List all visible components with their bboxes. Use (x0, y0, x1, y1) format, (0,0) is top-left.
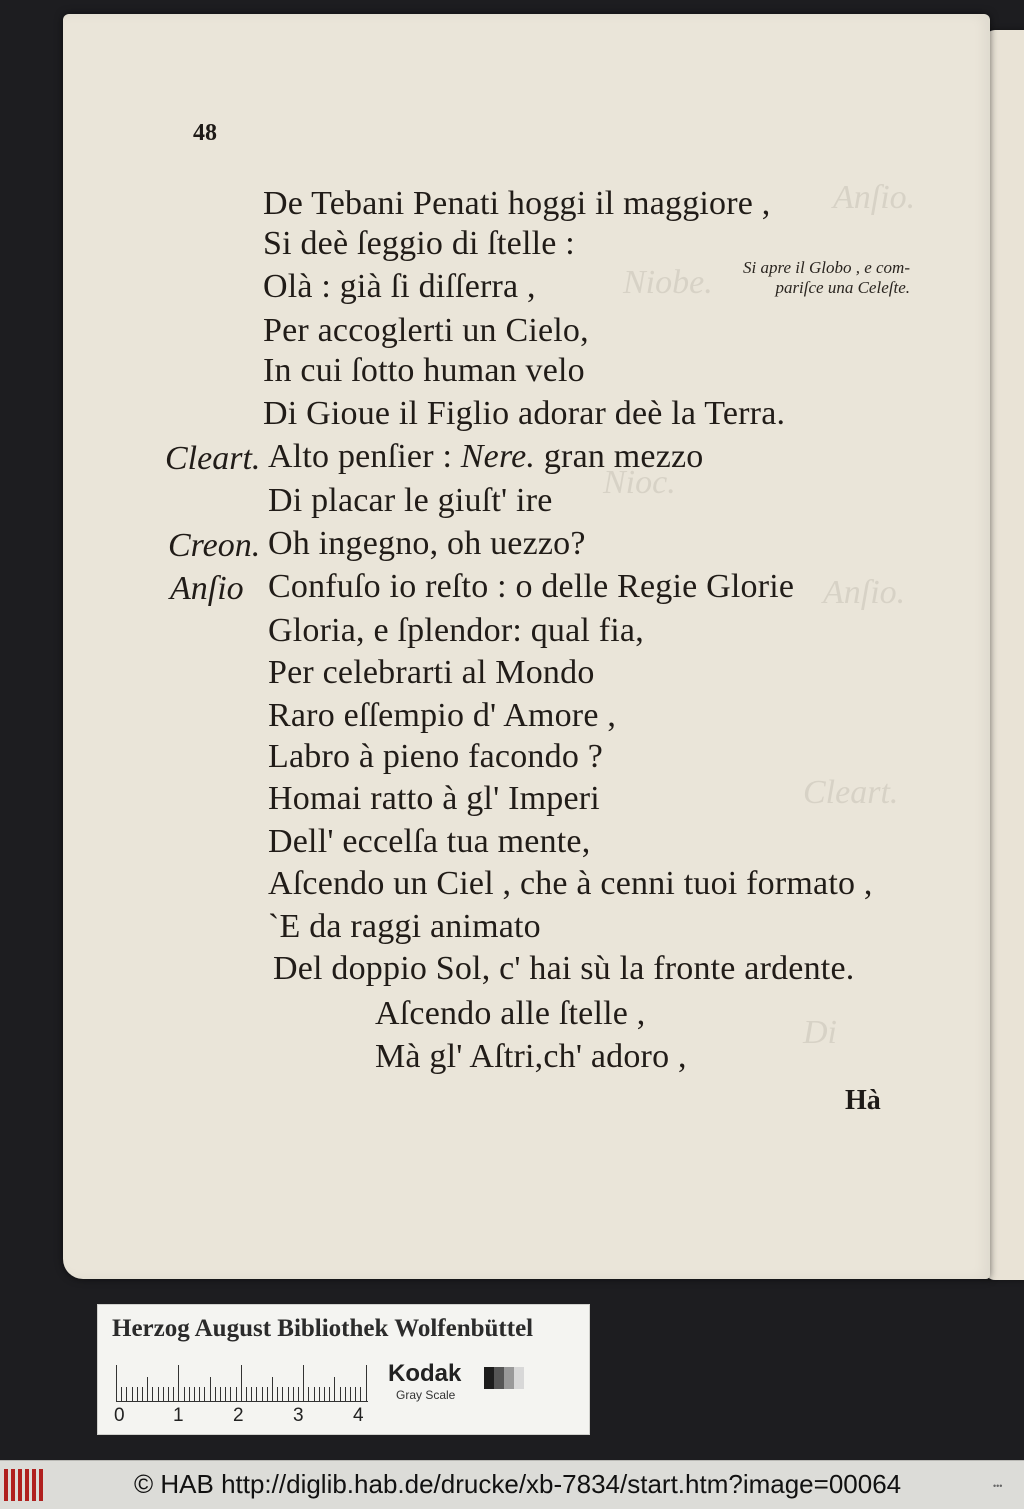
show-through-5: Cleart. (803, 774, 899, 811)
ruler-tick (277, 1387, 278, 1401)
ruler-tick (132, 1387, 133, 1401)
kodak-logo: Kodak (388, 1360, 462, 1387)
ruler-number: 1 (173, 1405, 184, 1426)
text-line (263, 395, 785, 433)
text-line (268, 612, 644, 650)
stage-direction (700, 258, 910, 298)
ruler-tick (137, 1387, 138, 1401)
text-line (268, 908, 541, 946)
ruler-tick (147, 1377, 148, 1401)
show-through-4: Anſio. (823, 574, 906, 611)
line-text: Dell' eccelſa tua mente, (268, 823, 591, 860)
copyright-url: © HAB http://diglib.hab.de/drucke/xb-7834/start.htm?image=00064 (134, 1469, 902, 1499)
hab-logo-icon (4, 1469, 48, 1501)
ruler-tick (350, 1387, 351, 1401)
show-through-2: Niobe. (623, 264, 713, 301)
ruler-tick (116, 1365, 117, 1401)
text-line (268, 780, 600, 818)
ruler-tick (256, 1387, 257, 1401)
ruler-tick (246, 1387, 247, 1401)
ruler-tick (168, 1387, 169, 1401)
ruler-tick (210, 1377, 211, 1401)
line-text: Di placar le giuſt' ire (268, 482, 553, 519)
ruler-tick (334, 1377, 335, 1401)
ruler-tick (215, 1387, 216, 1401)
line-text: Per accoglerti un Cielo, (263, 312, 589, 349)
ruler (116, 1365, 368, 1402)
ruler-tick (355, 1387, 356, 1401)
text-line (263, 352, 585, 390)
stage-direction-line-2: pariſce una Celeſte. (775, 278, 910, 297)
speaker-name: Creon. (168, 527, 261, 564)
ruler-tick (236, 1387, 237, 1401)
gray-swatch (484, 1367, 494, 1389)
line-text: Olà : già ſi diſſerra , (263, 268, 536, 305)
line-text: In cui ſotto human velo (263, 352, 585, 389)
line-text: Si deè ſeggio di ſtelle : (263, 225, 575, 262)
ruler-tick (121, 1387, 122, 1401)
ruler-tick (142, 1387, 143, 1401)
ruler-tick (288, 1387, 289, 1401)
speaker-name: Cleart. (165, 440, 261, 477)
text-line (268, 482, 553, 520)
ruler-tick (199, 1387, 200, 1401)
line-text-after: gran mezzo (543, 438, 704, 475)
ruler-tick (173, 1387, 174, 1401)
ruler-tick (225, 1387, 226, 1401)
speaker-inline: Nere. (460, 438, 536, 475)
line-text: Oh ingegno, oh uezzo? (268, 525, 586, 562)
ruler-tick (230, 1387, 231, 1401)
ruler-tick (314, 1387, 315, 1401)
ruler-tick (204, 1387, 205, 1401)
stage-direction-line-1: Si apre il Globo , e com- (743, 258, 910, 277)
ruler-tick (308, 1387, 309, 1401)
line-text: `E da raggi animato (268, 908, 541, 945)
text-line (268, 654, 595, 692)
ruler-tick (366, 1365, 367, 1401)
line-text: Confuſo io reſto : o delle Regie Glorie (268, 568, 795, 605)
ruler-tick (267, 1387, 268, 1401)
ruler-tick (282, 1387, 283, 1401)
ruler-tick (262, 1387, 263, 1401)
line-text: Aſcendo un Ciel , che à cenni tuoi formato , (268, 865, 873, 902)
text-line (268, 697, 616, 735)
ruler-tick (220, 1387, 221, 1401)
ruler-tick (345, 1387, 346, 1401)
text-line (375, 1038, 687, 1076)
ruler-tick (329, 1387, 330, 1401)
line-text: Mà gl' Aſtri,ch' adoro , (375, 1038, 687, 1075)
footer-marker: ••• (993, 1481, 1003, 1491)
calibration-strip (97, 1304, 590, 1435)
text-line (268, 525, 586, 563)
gray-swatch (504, 1367, 514, 1389)
ruler-tick (324, 1387, 325, 1401)
text-line (268, 865, 873, 903)
ruler-tick (293, 1387, 294, 1401)
ruler-tick (189, 1387, 190, 1401)
library-name: Herzog August Bibliothek Wolfenbüttel (112, 1315, 534, 1342)
text-line (263, 268, 536, 306)
ruler-tick (163, 1387, 164, 1401)
page-number: 48 (193, 120, 217, 146)
line-text: Per celebrarti al Mondo (268, 654, 595, 691)
ruler-number: 3 (293, 1405, 304, 1426)
ruler-tick (272, 1377, 273, 1401)
ruler-number: 0 (114, 1405, 125, 1426)
catchword: Hà (845, 1085, 881, 1116)
ruler-tick (152, 1387, 153, 1401)
ruler-tick (360, 1387, 361, 1401)
text-line (268, 738, 603, 776)
ruler-tick (340, 1387, 341, 1401)
text-line (263, 312, 589, 350)
ruler-tick (158, 1387, 159, 1401)
text-line (273, 950, 854, 988)
line-text: Homai ratto à gl' Imperi (268, 780, 600, 817)
ruler-tick (194, 1387, 195, 1401)
line-text: Alto penſier : (268, 438, 453, 475)
line-text: Gloria, e ſplendor: qual fia, (268, 612, 644, 649)
line-text: Del doppio Sol, c' hai sù la fronte ardente. (273, 950, 855, 987)
line-text: Aſcendo alle ſtelle , (375, 995, 646, 1032)
text-line (263, 225, 575, 263)
gray-swatch (514, 1367, 524, 1389)
text-line (375, 995, 645, 1033)
show-through-6: Di (803, 1014, 837, 1051)
show-through-3: Nioc. (603, 464, 676, 501)
ruler-tick (241, 1365, 242, 1401)
ruler-tick (126, 1387, 127, 1401)
line-text: De Tebani Penati hoggi il maggiore , (263, 185, 771, 222)
show-through-1: Anſio. (833, 179, 916, 216)
ruler-tick (303, 1365, 304, 1401)
ruler-number: 4 (353, 1405, 364, 1426)
ruler-tick (184, 1387, 185, 1401)
ruler-tick (251, 1387, 252, 1401)
gray-scale-label: Gray Scale (396, 1388, 456, 1402)
text-line (263, 185, 770, 223)
line-text: Labro à pieno facondo ? (268, 738, 604, 775)
text-line (268, 568, 794, 606)
text-line (268, 823, 590, 861)
ruler-tick (178, 1365, 179, 1401)
text-line (268, 438, 703, 476)
line-text: Di Gioue il Figlio adorar deè la Terra. (263, 395, 786, 432)
ruler-number: 2 (233, 1405, 244, 1426)
gray-swatch (494, 1367, 504, 1389)
footer-bar (0, 1460, 1024, 1509)
speaker-name: Anſio (170, 570, 244, 607)
ruler-tick (319, 1387, 320, 1401)
adjacent-page (985, 30, 1024, 1280)
ruler-tick (298, 1387, 299, 1401)
line-text: Raro eſſempio d' Amore , (268, 697, 617, 734)
